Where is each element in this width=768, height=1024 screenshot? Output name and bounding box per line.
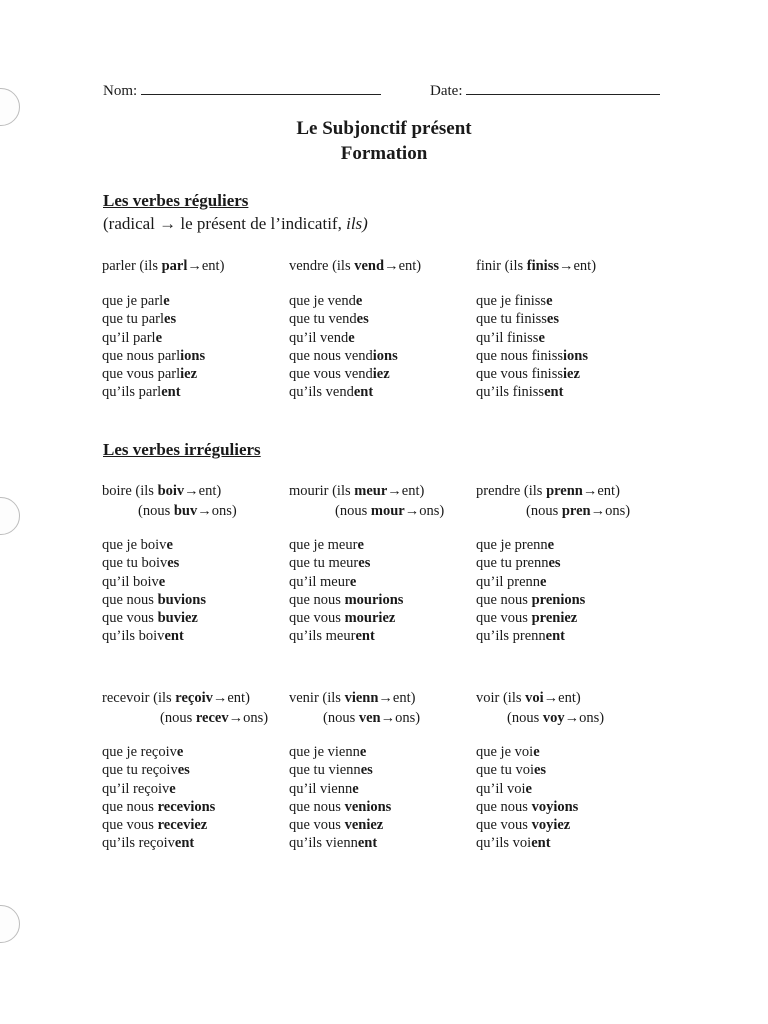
conjugation-row [102,554,287,572]
conjugation-ending: es [167,555,180,572]
conjugation-ending: receviez [157,817,208,834]
conjugation-base: qu’ils parl [102,384,162,401]
nous-ending: →ons) [590,503,631,519]
ending-rule: →ent) [543,690,581,706]
conjugation-row [476,573,661,591]
conjugation-base: que nous [476,591,532,608]
verb-column [476,688,661,853]
conjugation-list [289,743,474,853]
conjugation-base: que tu boiv [102,555,168,572]
conjugation-base: que vous [102,817,158,834]
conjugation-ending: voyiez [531,817,571,834]
verb-column [102,481,287,646]
conjugation-ending: buviez [157,610,198,627]
infinitive-text: mourir (ils [289,483,355,499]
conjugation-row [476,834,661,852]
conjugation-ending: ent [161,384,181,401]
date-line [466,80,660,95]
nous-stem [476,708,661,728]
conjugation-row [102,329,287,347]
nous-ending: →ons) [564,710,605,726]
conjugation-ending: e [533,744,540,760]
conjugation-row [102,609,287,627]
verb-column [102,688,287,853]
conjugation-row [289,329,474,347]
stem-bold: vienn [344,690,379,706]
name-line [141,80,381,95]
ending-rule: →ent) [384,258,422,274]
conjugation-list [289,292,474,402]
conjugation-base: qu’ils boiv [102,628,165,645]
conjugation-ending: ent [353,384,374,401]
conjugation-base: que nous [289,798,345,815]
conjugation-ending: ent [545,628,566,645]
conjugation-row [102,591,287,609]
conjugation-ending: e [547,537,555,553]
conjugation-base: qu’il meur [289,573,350,590]
conjugation-base: que je boiv [102,537,167,553]
conjugation-row [476,383,661,401]
conjugation-row [289,292,474,310]
nous-stem [289,708,474,728]
conjugation-ending: e [355,293,363,309]
conjugation-row [476,627,661,645]
ending-rule: →ent) [559,258,597,274]
conjugation-row [476,816,661,834]
date-label: Date: [430,83,463,99]
conjugation-row [476,761,661,779]
conjugation-base: que nous [289,591,345,608]
conjugation-base: qu’il reçoiv [102,780,170,797]
conjugation-row [476,798,661,816]
page-subtitle: Formation [340,143,428,164]
conjugation-base: qu’il voi [476,780,526,797]
conjugation-ending: ent [544,384,564,401]
verb-column [476,256,661,402]
conjugation-ending: e [169,780,176,797]
verb-infinitive [289,481,474,501]
conjugation-row [476,591,661,609]
conjugation-base: qu’ils voi [476,835,532,852]
conjugation-row [102,310,287,328]
conjugation-ending: recevions [157,798,216,815]
conjugation-base: qu’il prenn [476,573,541,590]
conjugation-base: que vous [102,610,158,627]
ending-rule: →ent) [184,483,222,499]
conjugation-row [289,761,474,779]
ending-rule: →ent) [582,483,620,499]
conjugation-list [476,743,661,853]
verb-infinitive [102,481,287,501]
verb-infinitive [102,688,287,708]
conjugation-base: que je vend [289,293,356,309]
conjugation-row [476,609,661,627]
nous-stem [476,501,661,521]
conjugation-row [476,536,661,554]
conjugation-row [102,347,287,365]
conjugation-list [102,743,287,853]
conjugation-row [476,554,661,572]
nous-stem [289,501,474,521]
conjugation-base: qu’ils prenn [476,628,546,645]
conjugation-ending: e [163,293,170,309]
conjugation-base: que tu prenn [476,555,549,572]
conjugation-ending: e [158,573,166,590]
nous-text: (nous [160,710,196,726]
ending-rule: →ent) [212,690,250,706]
stem-bold: vend [354,258,385,274]
conjugation-ending: preniez [531,610,578,627]
regular-rule [103,214,368,234]
conjugation-row [102,573,287,591]
ending-rule: →ent) [187,258,225,274]
conjugation-base: que nous [102,591,158,608]
conjugation-ending: es [164,311,177,328]
nous-ending: →ons) [404,503,445,519]
conjugation-base: que nous parl [102,347,181,364]
conjugation-ending: ions [563,347,588,364]
conjugation-row [289,536,474,554]
conjugation-ending: mourions [344,591,404,608]
conjugation-base: que nous [476,798,532,815]
conjugation-row [289,834,474,852]
rule-text: (radical → le présent de l’indicatif, [103,214,347,233]
conjugation-ending: iez [563,366,580,383]
conjugation-base: que je vienn [289,744,360,760]
infinitive-text: vendre (ils [289,258,355,274]
conjugation-list [289,536,474,646]
verb-infinitive [102,256,287,276]
conjugation-ending: buvions [157,591,206,608]
verb-infinitive [476,688,661,708]
conjugation-ending: mouriez [344,610,396,627]
conjugation-base: qu’il finiss [476,329,539,346]
conjugation-base: que vous finiss [476,366,563,383]
stem-bold: prenn [546,483,583,499]
conjugation-row [476,743,661,761]
conjugation-ending: e [352,780,359,797]
ending-rule: →ent) [378,690,416,706]
verb-column [102,256,287,402]
infinitive-text: finir (ils [476,258,527,274]
conjugation-base: qu’il boiv [102,573,159,590]
conjugation-base: que vous [476,610,532,627]
name-field [103,80,381,100]
conjugation-ending: e [359,744,367,760]
conjugation-row [289,347,474,365]
infinitive-text: venir (ils [289,690,345,706]
stem-bold: parl [161,258,188,274]
conjugation-list [102,292,287,402]
conjugation-ending: es [548,555,561,572]
nous-stem [102,708,287,728]
conjugation-base: que tu voi [476,762,534,779]
conjugation-row [289,573,474,591]
infinitive-text: boire (ils [102,483,158,499]
conjugation-base: que tu vend [289,311,357,328]
conjugation-base: que je meur [289,537,358,553]
nous-ending: →ons) [380,710,421,726]
conjugation-ending: e [348,329,355,346]
conjugation-base: qu’ils reçoiv [102,835,175,852]
nous-text: (nous [138,503,174,519]
conjugation-row [102,292,287,310]
conjugation-base: que vous [476,817,532,834]
nous-stem-bold: ven [358,710,381,726]
conjugation-ending: e [357,537,364,553]
conjugation-base: que nous finiss [476,347,563,364]
verb-infinitive [476,256,661,276]
conjugation-ending: e [538,329,545,346]
conjugation-row [476,310,661,328]
conjugation-base: que je reçoiv [102,744,177,760]
verb-infinitive [476,481,661,501]
nous-stem-bold: pren [561,503,591,519]
conjugation-row [476,329,661,347]
nous-stem-bold: recev [195,710,229,726]
conjugation-row [289,591,474,609]
conjugation-row [102,816,287,834]
nous-text: (nous [526,503,562,519]
conjugation-ending: e [176,744,184,760]
conjugation-row [102,536,287,554]
conjugation-ending: e [155,329,162,346]
conjugation-ending: veniez [344,817,384,834]
binder-hole [0,497,20,535]
conjugation-row [289,743,474,761]
conjugation-row [102,761,287,779]
conjugation-list [476,292,661,402]
conjugation-list [102,536,287,646]
conjugation-ending: e [166,537,173,553]
conjugation-row [102,743,287,761]
infinitive-text: parler (ils [102,258,162,274]
conjugation-ending: iez [180,366,198,383]
binder-hole [0,905,20,943]
conjugation-ending: ent [174,835,195,852]
conjugation-base: que tu vienn [289,762,361,779]
conjugation-row [102,834,287,852]
conjugation-ending: ions [372,347,398,364]
infinitive-text: recevoir (ils [102,690,176,706]
nous-text: (nous [335,503,371,519]
conjugation-row [289,780,474,798]
conjugation-base: qu’ils vienn [289,835,358,852]
stem-bold: voi [525,690,544,706]
conjugation-row [102,780,287,798]
conjugation-base: que vous vend [289,366,373,383]
conjugation-ending: iez [372,366,390,383]
conjugation-base: qu’ils meur [289,628,356,645]
infinitive-text: prendre (ils [476,483,547,499]
conjugation-ending: ions [180,347,206,364]
conjugation-ending: ent [531,835,551,852]
conjugation-row [289,798,474,816]
conjugation-row [289,554,474,572]
rule-italic: ils) [346,214,368,233]
conjugation-row [476,365,661,383]
conjugation-list [476,536,661,646]
conjugation-row [476,780,661,798]
conjugation-row [289,609,474,627]
nous-stem-bold: voy [542,710,565,726]
conjugation-base: que je parl [102,293,164,309]
conjugation-base: que vous parl [102,366,181,383]
conjugation-base: que vous [289,610,345,627]
conjugation-base: qu’il vienn [289,780,353,797]
verb-column [289,256,474,402]
conjugation-ending: e [540,573,547,590]
conjugation-ending: venions [344,798,392,815]
conjugation-row [289,310,474,328]
conjugation-row [102,627,287,645]
conjugation-ending: e [349,573,357,590]
stem-bold: finiss [526,258,559,274]
conjugation-ending: es [546,311,559,328]
conjugation-base: que nous [102,798,158,815]
verb-column [289,481,474,646]
verb-infinitive [289,688,474,708]
conjugation-base: que tu finiss [476,311,547,328]
conjugation-ending: ent [355,628,375,645]
date-field [430,80,660,100]
irregular-heading: Les verbes irréguliers [103,440,261,459]
ending-rule: →ent) [387,483,425,499]
name-label: Nom: [103,83,138,99]
conjugation-ending: e [525,780,532,797]
conjugation-base: que tu reçoiv [102,762,178,779]
conjugation-ending: es [356,311,369,328]
conjugation-base: que tu meur [289,555,359,572]
conjugation-ending: voyions [531,798,579,815]
regular-heading: Les verbes réguliers [103,191,249,210]
conjugation-row [476,292,661,310]
conjugation-ending: e [546,293,553,309]
conjugation-base: que je finiss [476,293,547,309]
conjugation-row [289,627,474,645]
conjugation-base: qu’il vend [289,329,349,346]
conjugation-ending: ent [164,628,184,645]
nous-text: (nous [323,710,359,726]
conjugation-ending: es [358,555,371,572]
conjugation-base: que nous vend [289,347,373,364]
conjugation-ending: prenions [531,591,586,608]
nous-ending: →ons) [197,503,237,519]
page-title: Le Subjonctif présent [296,118,472,139]
conjugation-ending: es [177,762,190,779]
verb-infinitive [289,256,474,276]
nous-text: (nous [507,710,543,726]
conjugation-row [102,383,287,401]
conjugation-row [289,365,474,383]
conjugation-base: que vous [289,817,345,834]
conjugation-base: qu’ils vend [289,384,354,401]
stem-bold: reçoiv [175,690,213,706]
conjugation-row [289,816,474,834]
conjugation-row [102,798,287,816]
conjugation-base: que tu parl [102,311,165,328]
verb-column [289,688,474,853]
nous-ending: →ons) [228,710,269,726]
conjugation-ending: es [534,762,547,779]
conjugation-row [102,365,287,383]
conjugation-base: que je prenn [476,537,548,553]
conjugation-base: qu’il parl [102,329,156,346]
conjugation-ending: es [360,762,373,779]
nous-stem-bold: buv [173,503,198,519]
infinitive-text: voir (ils [476,690,526,706]
conjugation-base: que je voi [476,744,534,760]
nous-stem [102,501,287,521]
nous-stem-bold: mour [370,503,405,519]
conjugation-base: qu’ils finiss [476,384,545,401]
conjugation-row [289,383,474,401]
stem-bold: boiv [157,483,185,499]
conjugation-ending: ent [357,835,378,852]
verb-column [476,481,661,646]
conjugation-row [476,347,661,365]
stem-bold: meur [354,483,388,499]
